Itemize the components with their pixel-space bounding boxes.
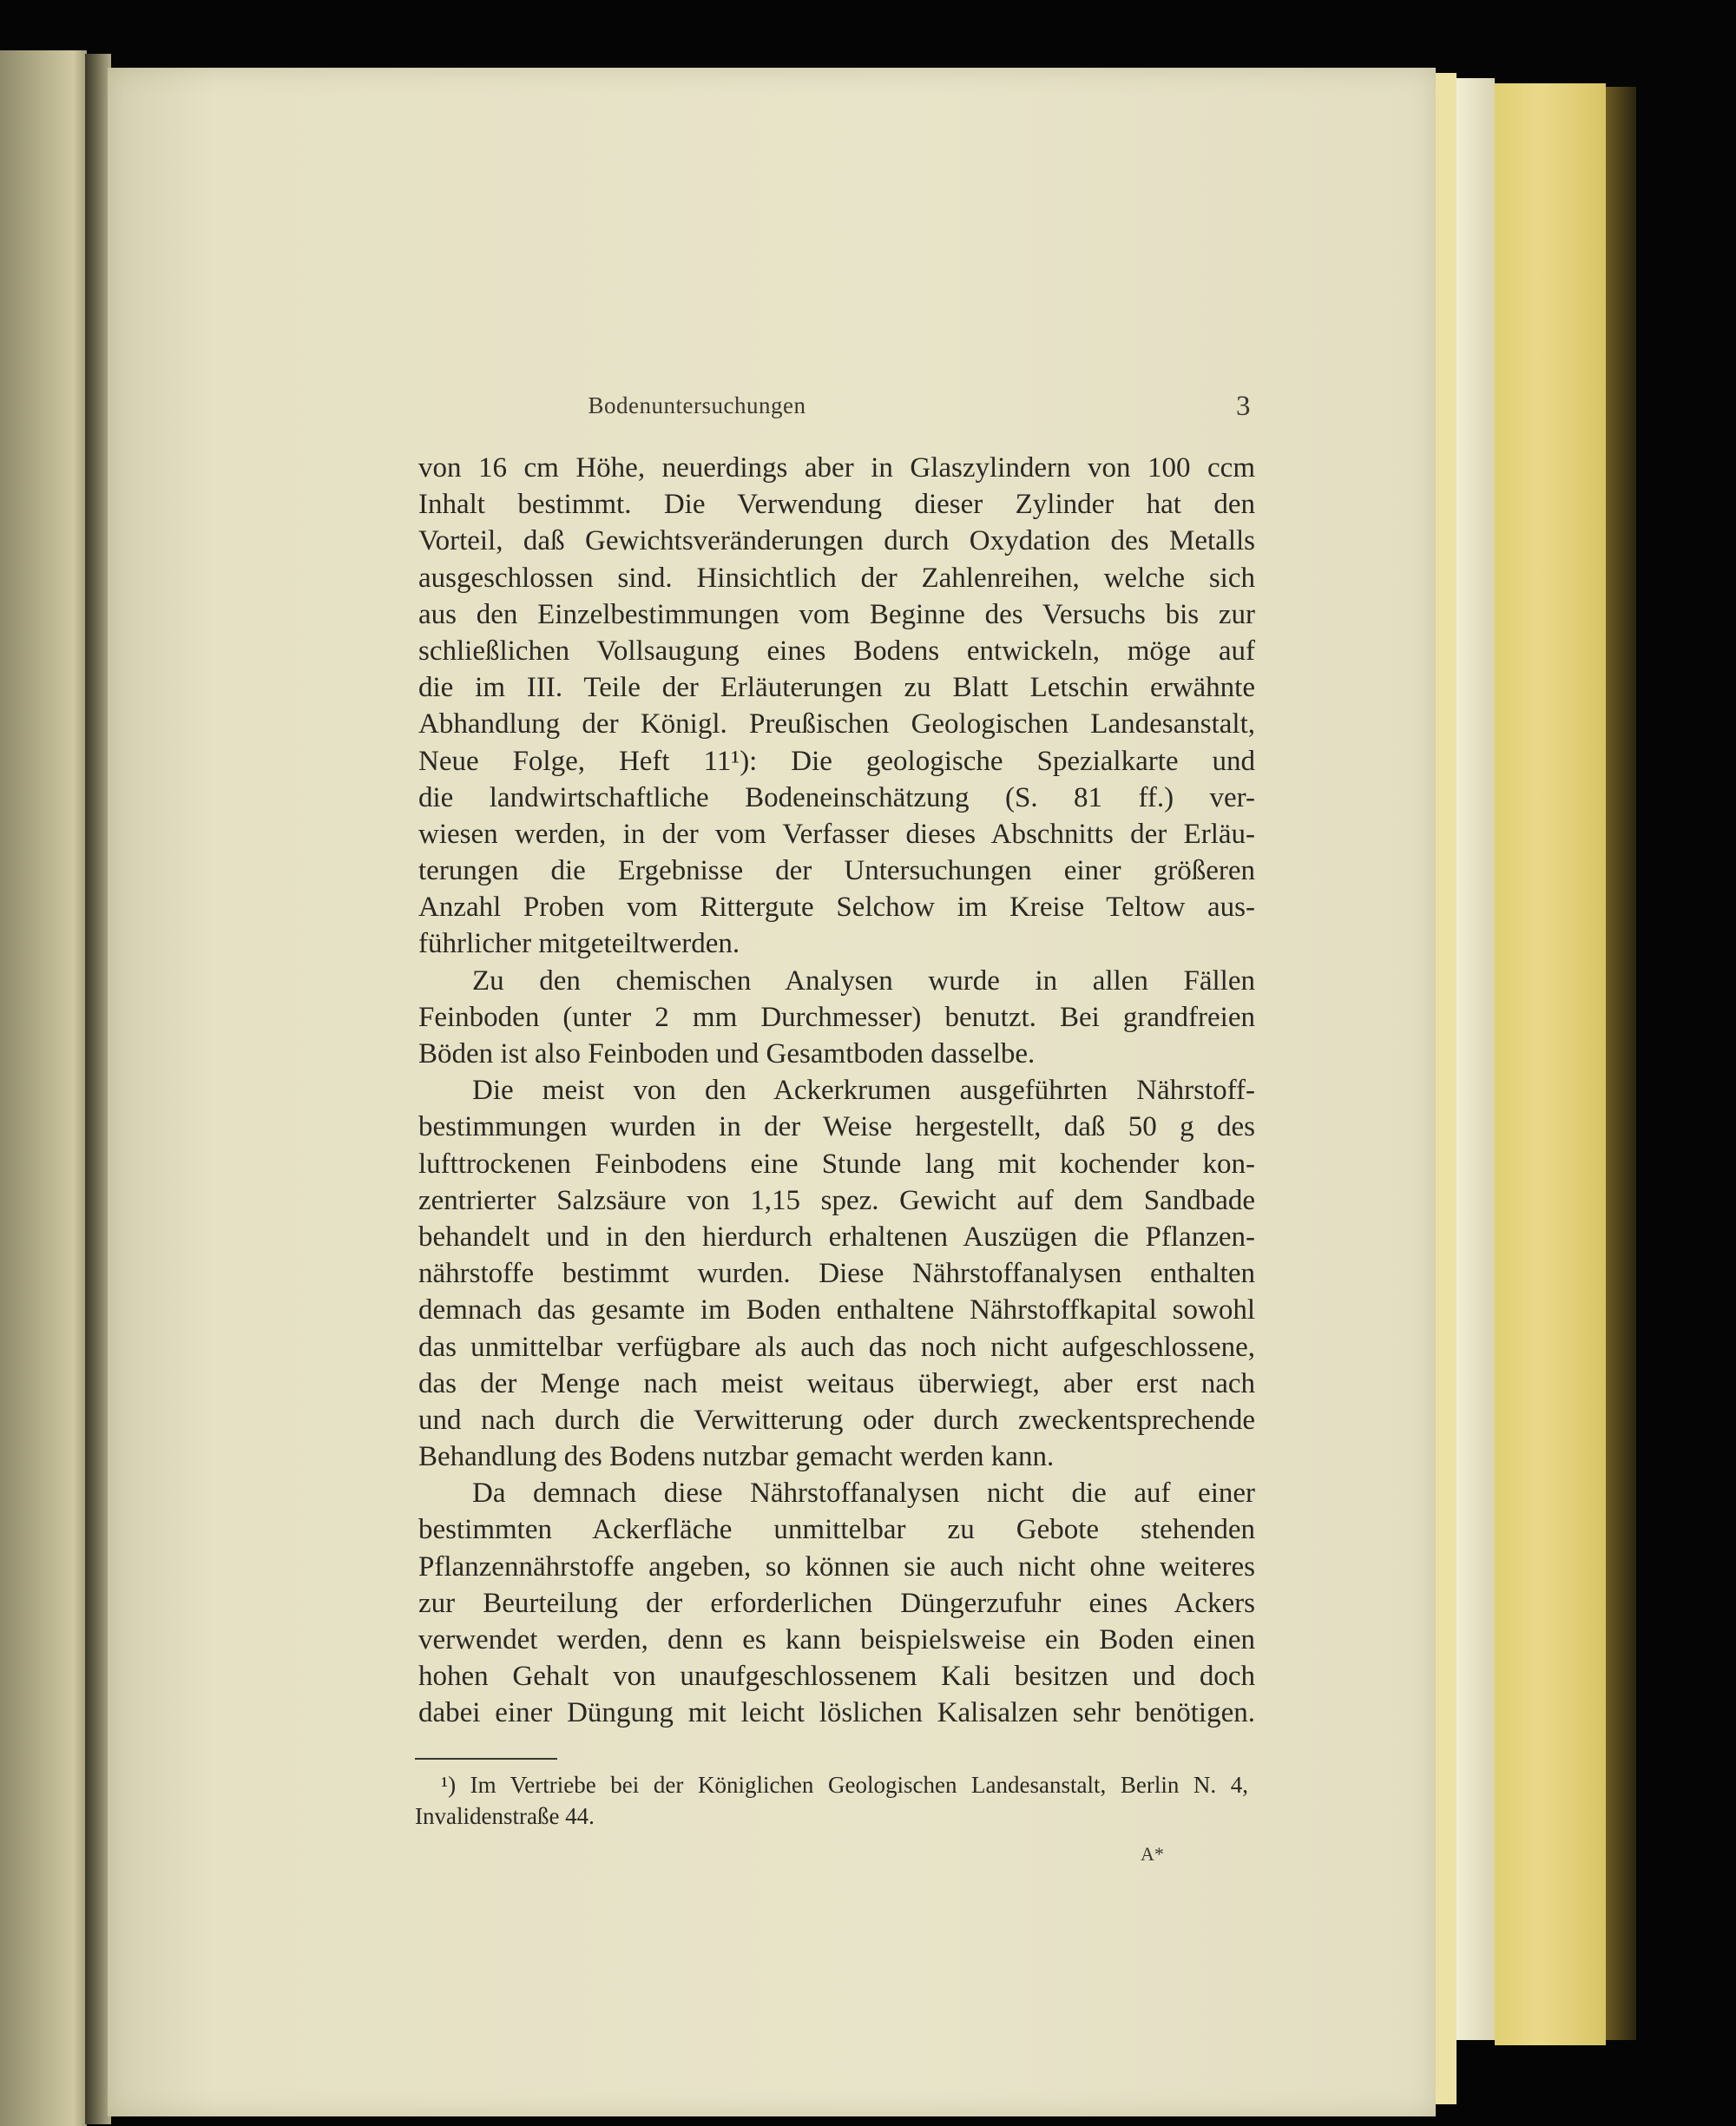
text-line: Zu den chemischen Analysen wurde in allen Fällen xyxy=(472,964,1255,997)
footnote-line: Invalidenstraße 44. xyxy=(415,1803,595,1829)
text-line: Inhalt bestimmt. Die Verwendung dieser Zylinder hat den xyxy=(418,489,1255,521)
text-line: Anzahl Proben vom Rittergute Selchow im Kreise Teltow aus- xyxy=(418,892,1255,924)
text-line: die landwirtschaftliche Bodeneinschätzung (S. 81 ff.) ver- xyxy=(418,781,1255,813)
text-line: behandelt und in den hierdurch erhaltenen Auszügen die Pflanzen- xyxy=(418,1221,1255,1253)
text-line: verwendet werden, denn es kann beispielsweise ein Boden einen xyxy=(418,1624,1255,1655)
text-line: wiesen werden, in der vom Verfasser dieses Abschnitts der Erläu- xyxy=(418,818,1255,850)
book-page xyxy=(108,68,1436,2116)
text-line: bestimmungen wurden in der Weise hergestellt, daß 50 g des xyxy=(418,1111,1255,1143)
text-line: Neue Folge, Heft 11¹): Die geologische Spezialkarte und xyxy=(418,745,1255,777)
text-line: demnach das gesamte im Boden enthaltene Nährstoffkapital sowohl xyxy=(418,1294,1255,1326)
text-line: lufttrockenen Feinbodens eine Stunde lang mit kochender kon- xyxy=(418,1148,1255,1180)
text-line: führlicher mitgeteiltwerden. xyxy=(418,928,740,960)
signature-mark: A* xyxy=(1141,1843,1164,1865)
text-line: schließlichen Vollsaugung eines Bodens entwickeln, möge auf xyxy=(418,635,1255,667)
text-line: ausgeschlossen sind. Hinsichtlich der Zahlenreihen, welche sich xyxy=(418,562,1255,594)
text-line: Feinboden (unter 2 mm Durchmesser) benutzt. Bei grandfreien xyxy=(418,1001,1255,1033)
text-line: bestimmten Ackerfläche unmittelbar zu Gebote stehenden xyxy=(418,1514,1255,1546)
text-line: das der Menge nach meist weitaus überwiegt, aber erst nach xyxy=(418,1367,1255,1399)
footnote-line: ¹) Im Vertriebe bei der Königlichen Geologischen Landesanstalt, Berlin N. 4, xyxy=(441,1772,1248,1798)
text-line: nährstoffe bestimmt wurden. Diese Nährstoffanalysen enthalten xyxy=(418,1258,1255,1290)
text-line: Vorteil, daß Gewichtsveränderungen durch Oxydation des Metalls xyxy=(418,525,1255,557)
text-line: Da demnach diese Nährstoffanalysen nicht die auf einer xyxy=(472,1478,1255,1510)
text-line: terungen die Ergebnisse der Untersuchungen einer größeren xyxy=(418,855,1255,887)
text-line: und nach durch die Verwitterung oder durch zweckentsprechende xyxy=(418,1404,1255,1436)
text-line: die im III. Teile der Erläuterungen zu Blatt Letschin erwähnte xyxy=(418,672,1255,704)
page-edge-strip xyxy=(1436,73,1457,2104)
text-line: zur Beurteilung der erforderlichen Düngerzufuhr eines Ackers xyxy=(418,1587,1255,1619)
text-line: hohen Gehalt von unaufgeschlossenem Kali besitzen und doch xyxy=(418,1661,1255,1693)
text-line: Böden ist also Feinboden und Gesamtboden dasselbe. xyxy=(418,1038,1036,1070)
text-line: das unmittelbar verfügbare als auch das noch nicht aufgeschlossene, xyxy=(418,1331,1255,1363)
text-line: zentrierter Salzsäure von 1,15 spez. Gewicht auf dem Sandbade xyxy=(418,1184,1255,1216)
book-cover-edge xyxy=(1606,87,1636,2040)
text-line: Behandlung des Bodens nutzbar gemacht werden kann. xyxy=(418,1441,1055,1473)
book-block-edge xyxy=(1495,83,1606,2045)
text-line: aus den Einzelbestimmungen vom Beginne des Versuchs bis zur xyxy=(418,598,1255,630)
page-number: 3 xyxy=(1236,391,1251,422)
footnote-rule xyxy=(415,1758,557,1760)
text-line: Pflanzennährstoffe angeben, so können sie auch nicht ohne weiteres xyxy=(418,1550,1255,1583)
page-edge-strip xyxy=(1457,78,1495,2040)
text-line: von 16 cm Höhe, neuerdings aber in Glaszylindern von 100 ccm xyxy=(418,452,1255,484)
text-line: dabei einer Düngung mit leicht löslichen Kalisalzen sehr benötigen. xyxy=(418,1697,1255,1729)
text-line: Die meist von den Ackerkrumen ausgeführten Nährstoff- xyxy=(472,1075,1255,1107)
text-line: Abhandlung der Königl. Preußischen Geologischen Landesanstalt, xyxy=(418,708,1255,740)
left-page-edge xyxy=(0,50,87,2126)
body-text xyxy=(418,450,1255,1732)
footnote xyxy=(415,1769,1248,1832)
running-head: Bodenuntersuchungen xyxy=(588,392,806,418)
